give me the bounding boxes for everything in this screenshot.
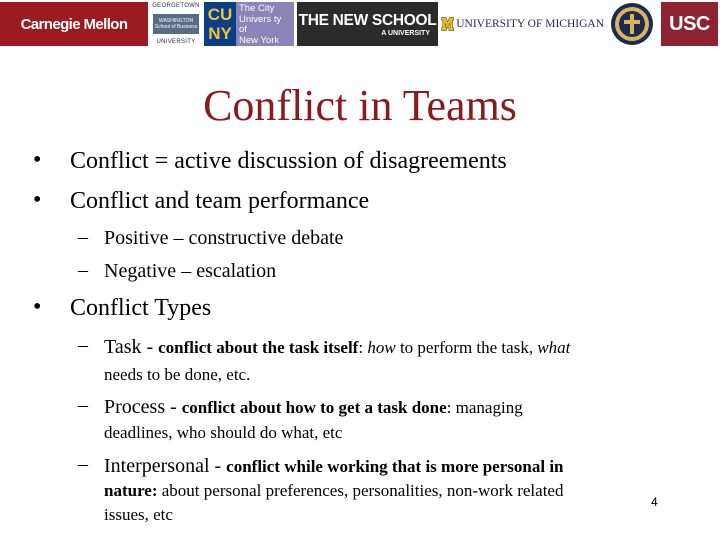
logo-strip (0, 0, 720, 48)
type-task-colon: : (358, 338, 368, 357)
ccny-logo-line-3: of (239, 24, 247, 35)
type-process (104, 394, 523, 421)
type-process-rest: : managing (446, 398, 523, 417)
university-of-michigan-logo (441, 2, 604, 46)
georgetown-logo-top: GEORGETOWN (152, 3, 200, 9)
page-number: 4 (651, 495, 658, 509)
dash-marker: – (78, 453, 88, 475)
bullet-marker: • (33, 187, 42, 213)
cuny-logo-line-2: NY (208, 24, 232, 43)
dash-marker: – (78, 334, 88, 356)
carnegie-mellon-logo (0, 2, 148, 46)
georgetown-logo-mid-2: School of Business (154, 24, 198, 30)
dash-marker: – (78, 259, 88, 281)
type-task-what: what (537, 338, 571, 357)
ccny-logo-line-1: The City (239, 3, 275, 14)
sub-bullet-negative: Negative – escalation (104, 260, 277, 282)
type-interpersonal-definition: conflict while working that is more personal in (226, 457, 564, 476)
ccny-logo-line-4: New York (239, 34, 280, 46)
city-university-logo (236, 2, 294, 46)
type-interpersonal-line-3: issues, etc (104, 505, 173, 524)
type-interpersonal-line-2 (104, 478, 563, 504)
georgetown-logo (151, 2, 201, 46)
new-school-logo-main: THE NEW SCHOOL (298, 11, 437, 29)
cmu-logo-text: Carnegie Mellon (20, 15, 128, 33)
cuny-logo-line-1: CU (207, 5, 233, 24)
type-process-line-2: deadlines, who should do what, etc (104, 423, 343, 442)
georgetown-logo-bottom: UNIVERSITY (156, 39, 196, 45)
sub-bullet-positive: Positive – constructive debate (104, 227, 344, 249)
type-process-definition: conflict about how to get a task done (181, 398, 447, 417)
type-process-name: Process - (104, 396, 182, 418)
ccny-logo-line-2: Univers ty (239, 13, 282, 25)
georgetown-logo-mid-1: WASHINGTON (158, 18, 194, 24)
umich-logo-text: UNIVERSITY OF MICHIGAN (456, 18, 604, 30)
seal-icon (610, 2, 654, 46)
notre-dame-seal (607, 2, 657, 46)
type-interpersonal-name: Interpersonal - (104, 455, 227, 477)
cuny-logo (204, 2, 236, 46)
georgetown-logo-band (153, 14, 199, 34)
type-interpersonal-rest: about personal preferences, personalities, non-work related (161, 481, 564, 500)
usc-logo (661, 2, 718, 46)
type-task-definition: conflict about the task itself (158, 338, 359, 357)
new-school-logo (297, 2, 438, 46)
bullet-conflict-types: Conflict Types (70, 295, 212, 321)
bullet-conflict-definition: Conflict = active discussion of disagreements (70, 148, 507, 174)
type-task-middle: to perform the task, (395, 338, 538, 357)
dash-marker: – (78, 226, 88, 248)
bullet-marker: • (33, 294, 42, 320)
slide-title: Conflict in Teams (203, 81, 517, 130)
type-task (104, 334, 570, 361)
type-interpersonal-nature: nature: (104, 481, 162, 500)
type-task-line-2: needs to be done, etc. (104, 365, 251, 384)
dash-marker: – (78, 394, 88, 416)
bullet-conflict-performance: Conflict and team performance (70, 188, 370, 214)
type-task-name: Task - (104, 336, 159, 358)
bullet-marker: • (33, 147, 42, 173)
type-interpersonal (104, 453, 564, 480)
block-m-icon (441, 9, 454, 39)
usc-logo-text: USC (669, 12, 710, 35)
new-school-logo-sub: A UNIVERSITY (381, 29, 430, 37)
type-task-how: how (367, 338, 396, 357)
